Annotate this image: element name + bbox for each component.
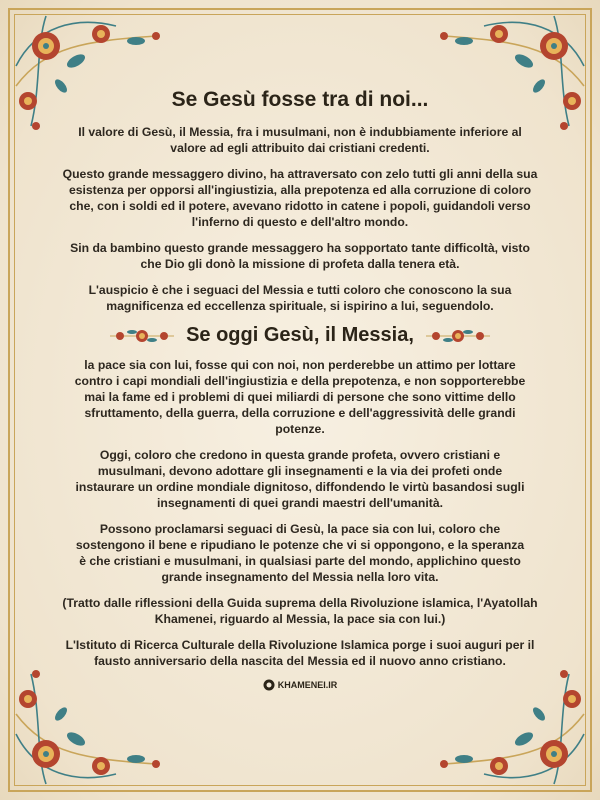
body-section — [60, 357, 540, 585]
left-flourish-icon — [110, 326, 174, 346]
body-paragraph: la pace sia con lui, fosse qui con noi, non perderebbe un attimo per lottare contro i capi mondiali dell'ingiustizia e della prepotenza, e non sopporterebbe mai la fame ed i problemi di quei miliardi di persone che sono vittime dello sfruttamento, della guerra, della corruzione e dell'aggressività delle grandi potenze. — [74, 358, 526, 436]
intro-paragraph: Sin da bambino questo grande messaggero ha sopportato tante difficoltà, visto che Dio gli donò la missione di profeta dalla tenera età. — [70, 241, 530, 271]
logo-icon — [263, 679, 275, 691]
body-paragraph: Oggi, coloro che credono in questa grande profeta, ovvero cristiani e musulmani, devono adottare gli insegnamenti e la via dei profeti onde instaurare un ordine mondiale dignitoso, diffondendo le virtù basandosi sugli insegnamenti di quei grandi maestri dell'umanità. — [75, 448, 525, 510]
body-paragraph: Possono proclamarsi seguaci di Gesù, la pace sia con lui, coloro che sostengono il bene e ripudiano le potenze che vi si oppongono, e la speranza è che cristiani e musulmani, in qualsiasi parte del mondo, applichino questo grande insegnamento del Messia nella loro vita. — [75, 522, 525, 584]
citation: (Tratto dalle riflessioni della Guida suprema della Rivoluzione islamica, l'Ayatollah Khamenei, riguardo al Messia, la pace sia con lui.) — [62, 596, 538, 626]
site-logo[interactable] — [60, 679, 540, 691]
intro-paragraph: L'auspicio è che i seguaci del Messia e tutti coloro che conoscono la sua magnificenza ed eccellenza spirituale, si ispirino a lui, seguendolo. — [88, 283, 512, 313]
subtitle: Se oggi Gesù, il Messia, — [186, 324, 414, 346]
subtitle-row — [60, 324, 540, 347]
main-content — [60, 88, 540, 691]
page-title: Se Gesù fosse tra di noi... — [171, 88, 429, 111]
intro-paragraph: Questo grande messaggero divino, ha attraversato con zelo tutti gli anni della sua esistenza per opporsi all'ingiustizia, alla prepotenza ed alla corruzione di coloro che, con i soldi ed il potere, avevano ridotto in catene i popoli, guidandoli verso l'inferno di questo e dell'altro mondo. — [62, 167, 538, 229]
intro-paragraph: Il valore di Gesù, il Messia, fra i musulmani, non è indubbiamente inferiore al valore ad egli attribuito dai cristiani credenti. — [78, 125, 522, 155]
closing-message: L'Istituto di Ricerca Culturale della Rivoluzione Islamica porge i suoi auguri per il fausto anniversario della nascita del Messia ed il nuovo anno cristiano. — [65, 638, 535, 668]
logo-text: KHAMENEI.IR — [277, 680, 338, 690]
right-flourish-icon — [426, 326, 490, 346]
